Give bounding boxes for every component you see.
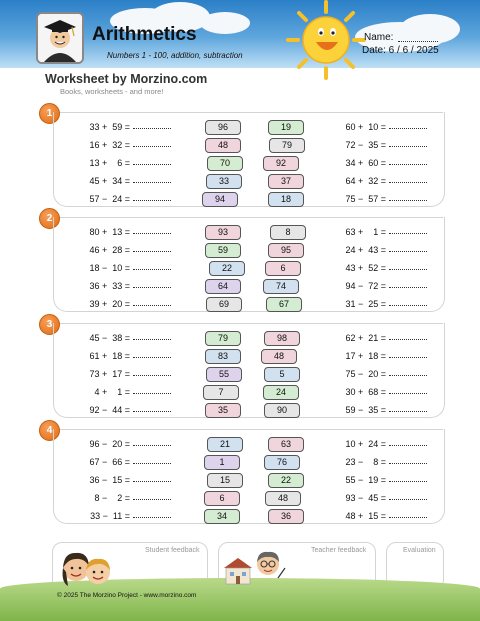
answer-blank[interactable] — [133, 387, 171, 394]
answer-chip[interactable]: 79 — [205, 331, 241, 346]
section-number-badge: 3 — [39, 314, 60, 335]
problem-right — [316, 438, 436, 450]
answer-blank[interactable] — [133, 140, 171, 147]
answer-blank[interactable] — [133, 227, 171, 234]
answer-blank[interactable] — [133, 176, 171, 183]
problem-expression: 13 + 6 = — [89, 158, 130, 168]
problem-expression: 94 − 72 = — [345, 281, 386, 291]
problem-row — [54, 193, 444, 207]
problem-row — [54, 226, 444, 240]
problem-expression: 46 + 28 = — [89, 245, 130, 255]
answer-blank[interactable] — [389, 351, 427, 358]
problem-left — [60, 456, 180, 468]
answer-blank[interactable] — [133, 493, 171, 500]
answer-blank[interactable] — [389, 457, 427, 464]
problem-right — [316, 175, 436, 187]
answer-chip[interactable]: 63 — [268, 437, 304, 452]
problem-expression: 24 + 43 = — [345, 245, 386, 255]
answer-chip[interactable]: 33 — [206, 174, 242, 189]
exercise-section — [53, 217, 445, 312]
answer-blank[interactable] — [133, 263, 171, 270]
exercise-section — [53, 112, 445, 207]
answer-chip[interactable]: 35 — [205, 403, 241, 418]
problem-expression: 10 + 24 = — [345, 439, 386, 449]
problem-row — [54, 438, 444, 452]
problem-row — [54, 350, 444, 364]
problem-left — [60, 438, 180, 450]
answer-blank[interactable] — [389, 511, 427, 518]
answer-chip[interactable]: 22 — [268, 473, 304, 488]
problem-left — [60, 332, 180, 344]
problem-expression: 75 − 20 = — [345, 369, 386, 379]
answer-blank[interactable] — [133, 158, 171, 165]
answer-chip[interactable]: 15 — [207, 473, 243, 488]
answer-chip[interactable]: 22 — [209, 261, 245, 276]
problem-expression: 4 + 1 = — [94, 387, 130, 397]
problem-right — [316, 456, 436, 468]
problem-expression: 43 + 52 = — [345, 263, 386, 273]
answer-blank[interactable] — [389, 281, 427, 288]
answer-blank[interactable] — [133, 194, 171, 201]
answer-blank[interactable] — [133, 333, 171, 340]
problem-row — [54, 244, 444, 258]
smiling-sun-icon — [286, 0, 366, 80]
answer-chip[interactable]: 48 — [261, 349, 297, 364]
problem-row — [54, 510, 444, 524]
answer-blank[interactable] — [133, 369, 171, 376]
problem-row — [54, 157, 444, 171]
problem-row — [54, 332, 444, 346]
problem-left — [60, 244, 180, 256]
exercise-section — [53, 429, 445, 524]
name-field[interactable] — [398, 41, 438, 42]
problem-expression: 93 − 45 = — [345, 493, 386, 503]
problem-expression: 45 − 38 = — [89, 333, 130, 343]
problem-expression: 31 − 25 = — [345, 299, 386, 309]
worksheet-title: Worksheet by Morzino.com — [45, 72, 208, 86]
problem-row — [54, 456, 444, 470]
problem-expression: 62 + 21 = — [345, 333, 386, 343]
answer-chip[interactable]: 74 — [263, 279, 299, 294]
problem-expression: 75 − 57 = — [345, 194, 386, 204]
problem-right — [316, 226, 436, 238]
problem-expression: 23 − 8 = — [345, 457, 386, 467]
problem-expression: 17 + 18 = — [345, 351, 386, 361]
evaluation-label: Evaluation — [403, 547, 436, 554]
answer-blank[interactable] — [389, 263, 427, 270]
answer-chip[interactable]: 98 — [264, 331, 300, 346]
problem-expression: 36 − 15 = — [89, 475, 130, 485]
answer-blank[interactable] — [389, 140, 427, 147]
problem-expression: 96 − 20 = — [89, 439, 130, 449]
problem-left — [60, 175, 180, 187]
problem-right — [316, 139, 436, 151]
problem-expression: 64 + 32 = — [345, 176, 386, 186]
children-faces-icon — [58, 548, 114, 593]
answer-chip[interactable]: 19 — [268, 120, 304, 135]
answer-chip[interactable]: 21 — [207, 437, 243, 452]
exercise-section — [53, 323, 445, 418]
problem-left — [60, 280, 180, 292]
answer-chip[interactable]: 92 — [263, 156, 299, 171]
answer-chip[interactable]: 24 — [263, 385, 299, 400]
answer-blank[interactable] — [389, 194, 427, 201]
answer-blank[interactable] — [389, 227, 427, 234]
answer-blank[interactable] — [389, 333, 427, 340]
problem-expression: 18 − 10 = — [89, 263, 130, 273]
student-feedback-label: Student feedback — [145, 547, 200, 554]
problem-expression: 92 − 44 = — [89, 405, 130, 415]
problem-right — [316, 474, 436, 486]
problem-left — [60, 386, 180, 398]
answer-blank[interactable] — [133, 457, 171, 464]
problem-right — [316, 510, 436, 522]
answer-chip[interactable]: 79 — [269, 138, 305, 153]
answer-chip[interactable]: 37 — [268, 174, 304, 189]
problem-right — [316, 386, 436, 398]
problem-expression: 55 − 19 = — [345, 475, 386, 485]
teacher-school-icon — [222, 548, 286, 593]
problem-expression: 48 + 15 = — [345, 511, 386, 521]
problem-left — [60, 368, 180, 380]
answer-chip[interactable]: 76 — [264, 455, 300, 470]
problem-left — [60, 121, 180, 133]
date-label: Date: 6 / 6 / 2025 — [362, 45, 439, 56]
answer-chip[interactable]: 18 — [268, 192, 304, 207]
problem-right — [316, 368, 436, 380]
answer-chip[interactable]: 59 — [205, 243, 241, 258]
answer-blank[interactable] — [133, 245, 171, 252]
problem-expression: 60 + 10 = — [345, 122, 386, 132]
problem-right — [316, 298, 436, 310]
problem-expression: 30 + 68 = — [345, 387, 386, 397]
problem-expression: 33 − 11 = — [90, 511, 130, 521]
problem-row — [54, 262, 444, 276]
answer-blank[interactable] — [133, 281, 171, 288]
teacher-feedback-label: Teacher feedback — [311, 547, 367, 554]
page-title: Arithmetics — [92, 24, 197, 45]
problem-expression: 57 − 24 = — [89, 194, 130, 204]
answer-blank[interactable] — [389, 369, 427, 376]
answer-blank[interactable] — [389, 158, 427, 165]
answer-blank[interactable] — [389, 245, 427, 252]
answer-blank[interactable] — [389, 493, 427, 500]
problem-expression: 45 + 34 = — [89, 176, 130, 186]
answer-chip[interactable]: 6 — [265, 261, 301, 276]
problem-row — [54, 175, 444, 189]
answer-blank[interactable] — [389, 299, 427, 306]
problem-right — [316, 404, 436, 416]
worksheet-tagline: Books, worksheets - and more! — [60, 87, 164, 96]
answer-blank[interactable] — [389, 176, 427, 183]
problem-expression: 33 + 59 = — [89, 122, 130, 132]
answer-chip[interactable]: 93 — [205, 225, 241, 240]
problem-left — [60, 226, 180, 238]
problem-expression: 8 − 2 = — [94, 493, 130, 503]
graduate-avatar-icon — [36, 12, 84, 64]
problem-left — [60, 474, 180, 486]
problem-right — [316, 350, 436, 362]
problem-left — [60, 404, 180, 416]
section-number-badge: 4 — [39, 420, 60, 441]
problem-row — [54, 139, 444, 153]
answer-chip[interactable]: 83 — [205, 349, 241, 364]
problem-left — [60, 262, 180, 274]
problem-right — [316, 193, 436, 205]
problem-right — [316, 262, 436, 274]
problem-row — [54, 368, 444, 382]
answer-chip[interactable]: 69 — [206, 297, 242, 312]
problem-left — [60, 298, 180, 310]
answer-blank[interactable] — [133, 511, 171, 518]
problem-right — [316, 244, 436, 256]
answer-chip[interactable]: 55 — [206, 367, 242, 382]
answer-chip[interactable]: 90 — [264, 403, 300, 418]
answer-chip[interactable]: 48 — [265, 491, 301, 506]
problem-expression: 80 + 13 = — [89, 227, 130, 237]
answer-chip[interactable]: 70 — [207, 156, 243, 171]
problem-left — [60, 193, 180, 205]
problem-row — [54, 404, 444, 418]
answer-chip[interactable]: 36 — [268, 509, 304, 524]
footer-copyright: © 2025 The Morzino Project - www.morzino.com — [57, 592, 197, 599]
answer-chip[interactable]: 95 — [268, 243, 304, 258]
answer-chip[interactable]: 48 — [205, 138, 241, 153]
problem-expression: 36 + 33 = — [89, 281, 130, 291]
answer-chip[interactable]: 67 — [266, 297, 302, 312]
problem-expression: 73 + 17 = — [89, 369, 130, 379]
answer-chip[interactable]: 34 — [204, 509, 240, 524]
problem-expression: 59 − 35 = — [345, 405, 386, 415]
problem-row — [54, 386, 444, 400]
problem-row — [54, 492, 444, 506]
answer-blank[interactable] — [133, 299, 171, 306]
problem-expression: 61 + 18 = — [89, 351, 130, 361]
problem-right — [316, 492, 436, 504]
answer-blank[interactable] — [389, 475, 427, 482]
answer-chip[interactable]: 8 — [270, 225, 306, 240]
problem-right — [316, 157, 436, 169]
section-number-badge: 2 — [39, 208, 60, 229]
answer-chip[interactable]: 6 — [204, 491, 240, 506]
name-label: Name: — [364, 32, 394, 43]
answer-blank[interactable] — [389, 439, 427, 446]
answer-chip[interactable]: 1 — [204, 455, 240, 470]
answer-chip[interactable]: 96 — [205, 120, 241, 135]
problem-right — [316, 280, 436, 292]
answer-blank[interactable] — [133, 475, 171, 482]
answer-chip[interactable]: 7 — [203, 385, 239, 400]
problem-left — [60, 350, 180, 362]
answer-blank[interactable] — [389, 387, 427, 394]
answer-blank[interactable] — [133, 439, 171, 446]
problem-expression: 16 + 32 = — [89, 140, 130, 150]
problem-left — [60, 139, 180, 151]
problem-right — [316, 121, 436, 133]
problem-expression: 34 + 60 = — [345, 158, 386, 168]
problem-row — [54, 280, 444, 294]
problem-row — [54, 121, 444, 135]
problem-row — [54, 474, 444, 488]
problem-row — [54, 298, 444, 312]
answer-blank[interactable] — [389, 122, 427, 129]
problem-right — [316, 332, 436, 344]
answer-chip[interactable]: 94 — [202, 192, 238, 207]
answer-chip[interactable]: 5 — [264, 367, 300, 382]
answer-blank[interactable] — [133, 405, 171, 412]
page-subtitle: Numbers 1 - 100, addition, subtraction — [107, 51, 243, 60]
problem-expression: 67 − 66 = — [89, 457, 130, 467]
problem-left — [60, 157, 180, 169]
answer-blank[interactable] — [133, 122, 171, 129]
problem-expression: 39 + 20 = — [89, 299, 130, 309]
problem-expression: 72 − 35 = — [345, 140, 386, 150]
problem-left — [60, 492, 180, 504]
answer-blank[interactable] — [389, 405, 427, 412]
section-number-badge: 1 — [39, 103, 60, 124]
problem-expression: 63 + 1 = — [345, 227, 386, 237]
answer-chip[interactable]: 64 — [205, 279, 241, 294]
answer-blank[interactable] — [133, 351, 171, 358]
problem-left — [60, 510, 180, 522]
